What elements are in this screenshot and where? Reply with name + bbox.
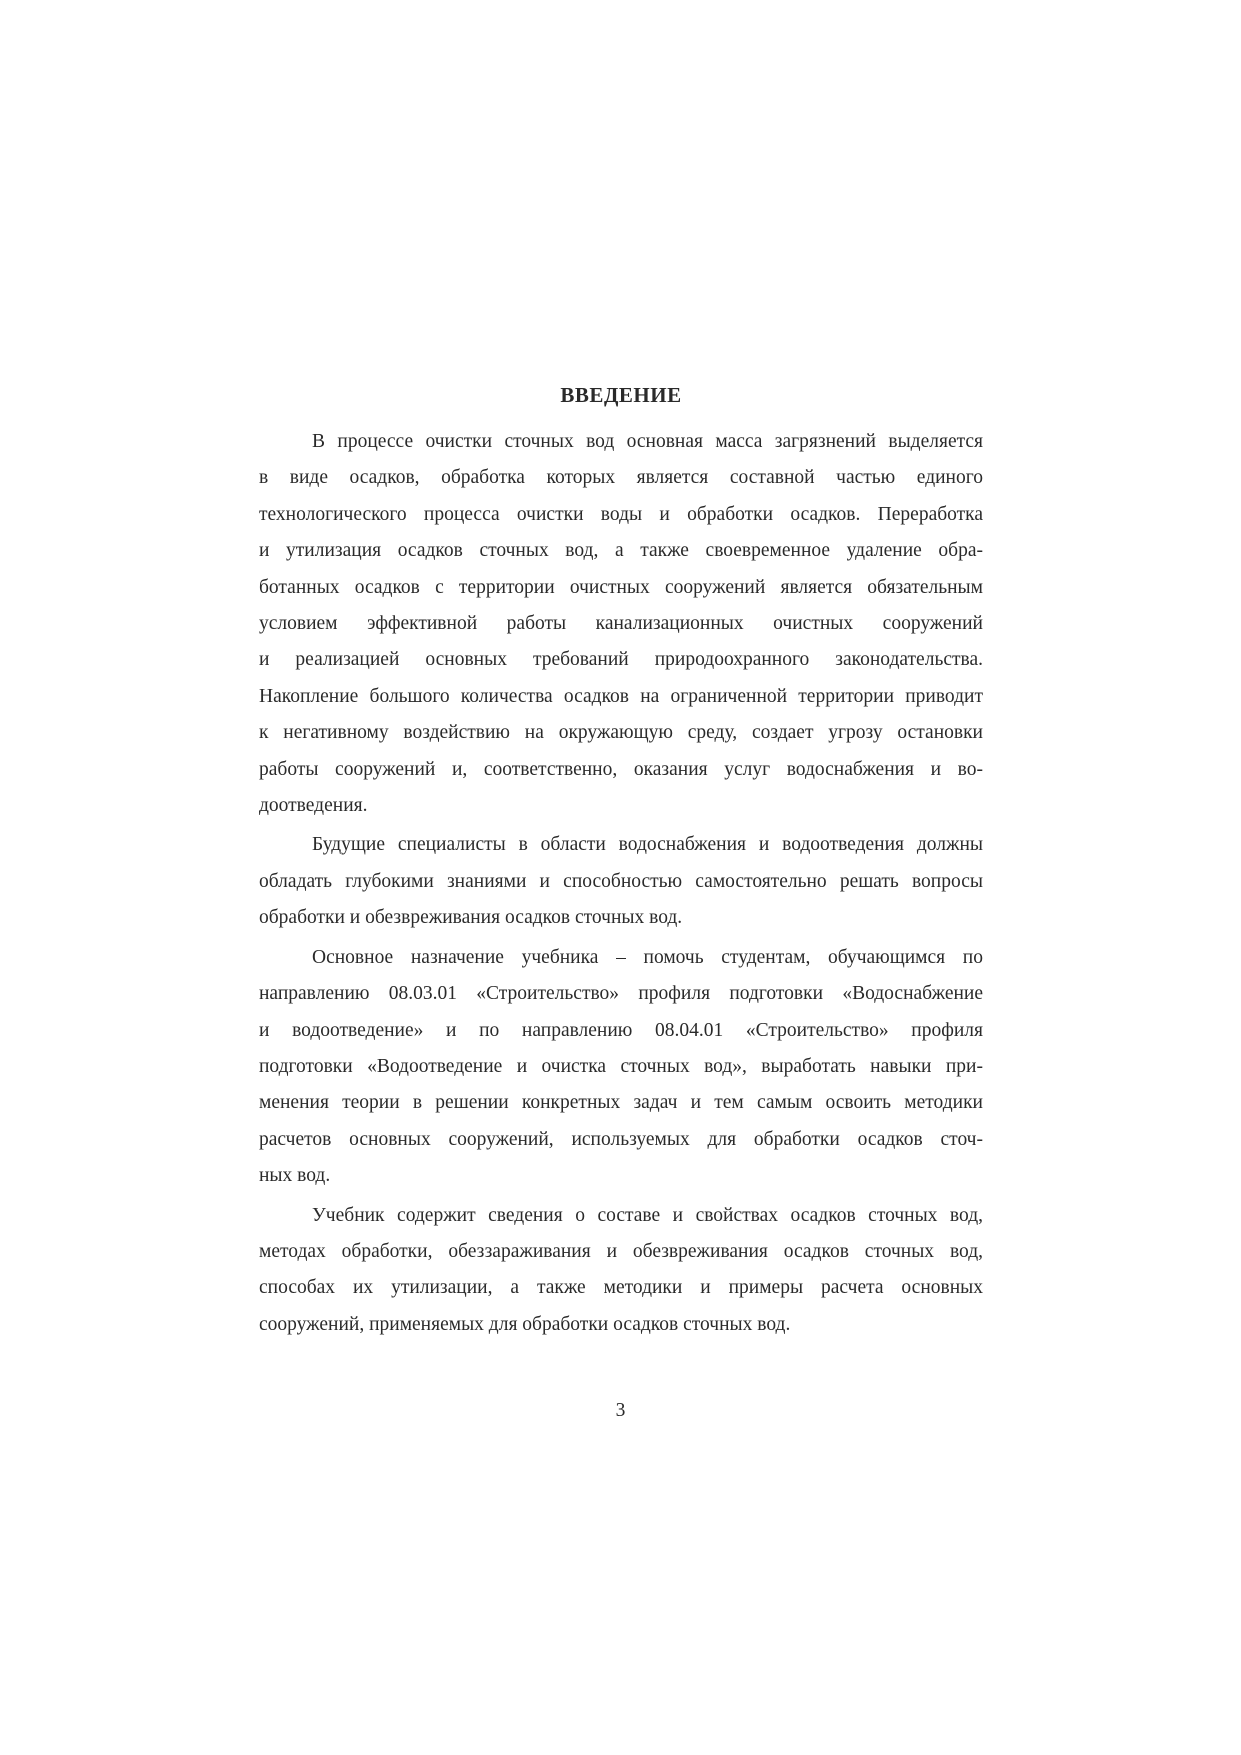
paragraph-line: направлению 08.03.01 «Строительство» профиля подготовки «Водоснабжение <box>259 983 983 1005</box>
body-text <box>259 424 983 1343</box>
paragraph-line: Будущие специалисты в области водоснабжения и водоотведения должны <box>312 834 983 856</box>
paragraph-line: Основное назначение учебника – помочь студентам, обучающимся по <box>312 946 983 968</box>
paragraph-line: способах их утилизации, а также методики и примеры расчета основных <box>259 1277 983 1299</box>
paragraph-line: подготовки «Водоотведение и очистка сточных вод», выработать навыки при- <box>259 1055 983 1077</box>
paragraph-line: работы сооружений и, соответственно, оказания услуг водоснабжения и во- <box>259 758 983 780</box>
page-content <box>259 380 983 1346</box>
paragraph-line: условием эффективной работы канализационных очистных сооружений <box>259 613 983 635</box>
paragraph-line: В процессе очистки сточных вод основная масса загрязнений выделяется <box>312 431 983 452</box>
paragraph-line: и водоотведение» и по направлению 08.04.01 «Строительство» профиля <box>259 1019 983 1041</box>
paragraph-line: ных вод. <box>259 1165 331 1187</box>
paragraph-line: сооружений, применяемых для обработки осадков сточных вод. <box>259 1313 791 1335</box>
paragraph-line: ботанных осадков с территории очистных сооружений является обязательным <box>259 576 983 598</box>
paragraph-line: Учебник содержит сведения о составе и свойствах осадков сточных вод, <box>312 1204 983 1226</box>
paragraph <box>259 827 983 936</box>
paragraph-line: к негативному воздействию на окружающую среду, создает угрозу остановки <box>259 722 983 744</box>
paragraph <box>259 424 983 824</box>
paragraph-line: технологического процесса очистки воды и обработки осадков. Переработка <box>259 503 983 525</box>
paragraph-line: обработки и обезвреживания осадков сточных вод. <box>259 907 683 929</box>
paragraph-line: и утилизация осадков сточных вод, а также своевременное удаление обра- <box>259 540 983 562</box>
paragraph-line: в виде осадков, обработка которых является составной частью единого <box>259 467 983 489</box>
paragraph-line: и реализацией основных требований природоохранного законодательства. <box>259 649 983 671</box>
paragraph <box>259 940 983 1195</box>
page-number: 3 <box>615 1400 626 1421</box>
paragraph-line: менения теории в решении конкретных задач и тем самым освоить методики <box>259 1092 983 1114</box>
paragraph-line: доотведения. <box>259 795 368 817</box>
paragraph-line: методах обработки, обеззараживания и обезвреживания осадков сточных вод, <box>259 1240 983 1262</box>
paragraph-line: расчетов основных сооружений, используемых для обработки осадков сточ- <box>259 1128 983 1150</box>
paragraph <box>259 1198 983 1344</box>
paragraph-line: Накопление большого количества осадков на ограниченной территории приводит <box>259 685 983 707</box>
paragraph-line: обладать глубокими знаниями и способностью самостоятельно решать вопросы <box>259 870 983 892</box>
page-title: ВВЕДЕНИЕ <box>560 383 682 407</box>
